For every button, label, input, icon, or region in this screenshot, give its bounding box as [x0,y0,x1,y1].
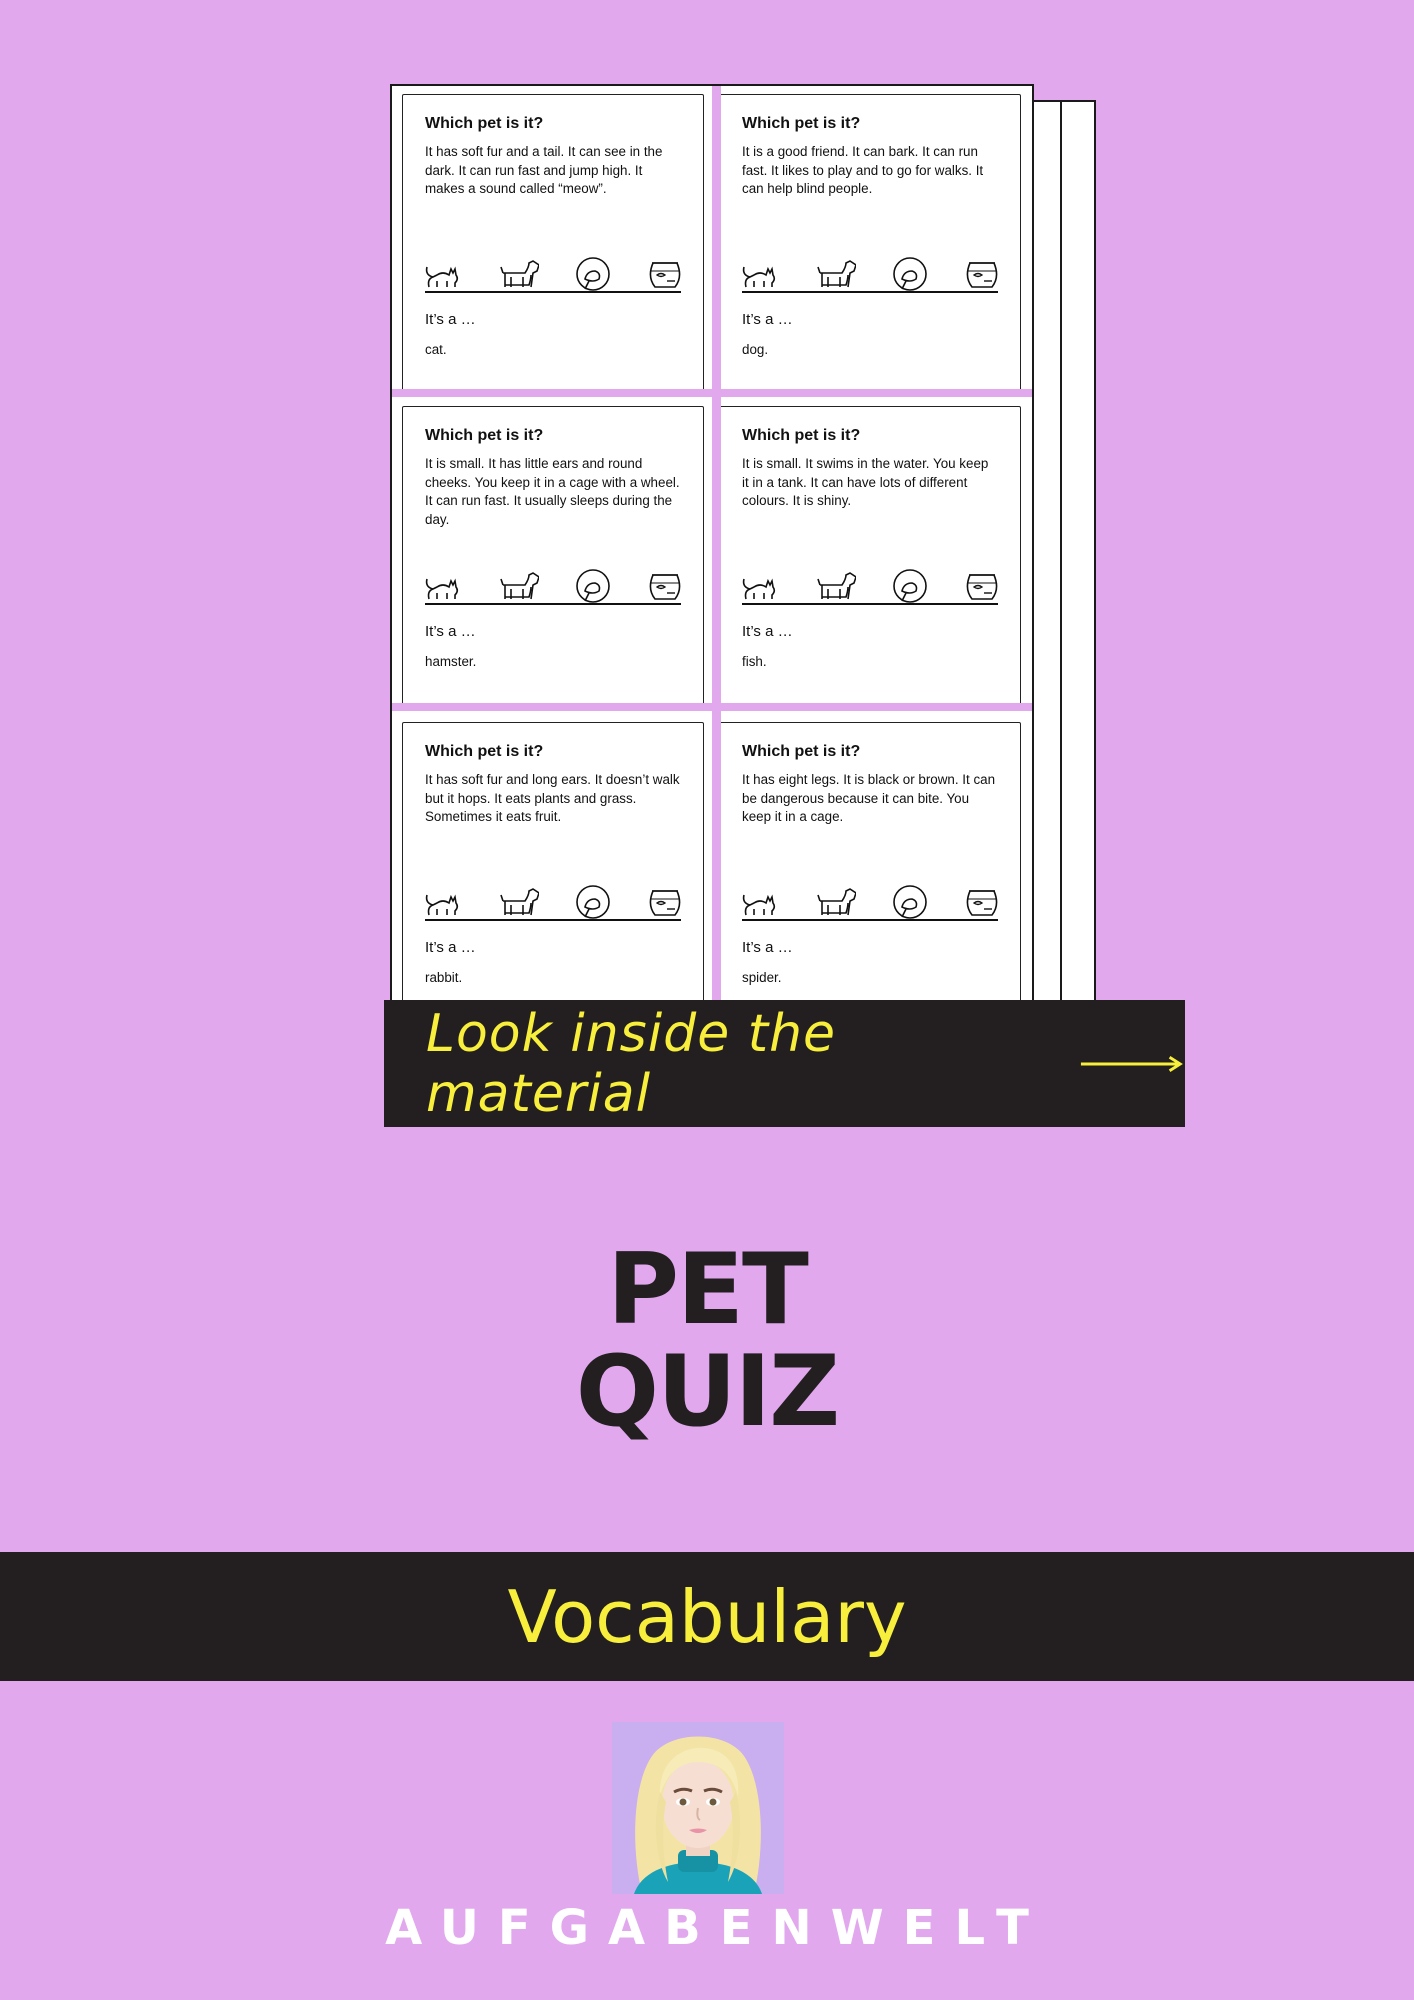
card-question: Which pet is it? [425,115,544,132]
cut-line-horizontal [392,389,1032,397]
quiz-card [719,406,1021,708]
cut-line-vertical [712,86,721,1000]
dog-icon [499,257,539,291]
quiz-card [402,94,704,396]
page-title-line-2: QUIZ [575,1335,839,1449]
cut-line-horizontal [392,703,1032,711]
hamster-wheel-icon [892,569,932,603]
card-prompt: It’s a … [425,939,476,956]
card-description: It has soft fur and a tail. It can see in the dark. It can run fast and jump high. It makes a sound called “meow”. [425,144,663,196]
dog-icon [499,885,539,919]
card-description: It is small. It swims in the water. You keep it in a tank. It can have lots of different colours. It is shiny. [742,456,989,508]
card-description: It is small. It has little ears and round cheeks. You keep it in a cage with a wheel. It can run fast. It usually sleeps during the day. [425,456,680,527]
look-inside-label: Look inside the material [426,1003,837,1124]
dog-icon [499,569,539,603]
brand-name: AUFGABENWELT [385,1900,1048,1956]
pet-options [742,247,998,293]
quiz-card [719,722,1021,1002]
hamster-wheel-icon [892,257,932,291]
hamster-wheel-icon [892,885,932,919]
cat-icon [742,257,782,291]
pet-options [425,875,681,921]
fish-bowl-icon [964,569,1004,603]
dog-icon [816,885,856,919]
card-description: It has soft fur and long ears. It doesn’t walk but it hops. It eats plants and grass. Sometimes it eats fruit. [425,772,680,824]
fish-bowl-icon [647,569,687,603]
card-prompt: It’s a … [425,623,476,640]
card-answer: rabbit. [425,970,463,985]
pet-options [742,875,998,921]
pet-options [742,559,998,605]
quiz-card [402,406,704,708]
subject-band [0,1552,1414,1681]
look-inside-button[interactable] [384,1000,1185,1127]
fish-bowl-icon [964,885,1004,919]
cat-icon [742,569,782,603]
dog-icon [816,257,856,291]
arrow-right-icon [1079,1054,1185,1074]
hamster-wheel-icon [575,885,615,919]
card-answer: cat. [425,342,447,357]
card-prompt: It’s a … [742,311,793,328]
card-prompt: It’s a … [742,939,793,956]
dog-icon [816,569,856,603]
card-prompt: It’s a … [425,311,476,328]
card-question: Which pet is it? [742,427,861,444]
card-answer: dog. [742,342,769,357]
fish-bowl-icon [647,885,687,919]
cat-icon [425,257,465,291]
material-preview [390,84,1034,1002]
card-description: It is a good friend. It can bark. It can run fast. It likes to play and to go for walks. It can help blind people. [742,144,984,196]
hamster-wheel-icon [575,257,615,291]
cat-icon [742,885,782,919]
avatar [612,1722,784,1894]
fish-bowl-icon [647,257,687,291]
quiz-card [719,94,1021,396]
card-question: Which pet is it? [742,743,861,760]
subject-label: Vocabulary [507,1574,907,1659]
card-question: Which pet is it? [425,427,544,444]
card-description: It has eight legs. It is black or brown. It can be dangerous because it can bite. You keep it in a cage. [742,772,996,824]
card-answer: hamster. [425,654,477,669]
page-title-line-1: PET [607,1233,807,1347]
card-answer: spider. [742,970,782,985]
avatar-illustration [612,1722,784,1894]
quiz-card [402,722,704,1002]
card-question: Which pet is it? [425,743,544,760]
card-answer: fish. [742,654,767,669]
pet-options [425,559,681,605]
hamster-wheel-icon [575,569,615,603]
fish-bowl-icon [964,257,1004,291]
cat-icon [425,569,465,603]
card-question: Which pet is it? [742,115,861,132]
cat-icon [425,885,465,919]
pet-options [425,247,681,293]
card-prompt: It’s a … [742,623,793,640]
